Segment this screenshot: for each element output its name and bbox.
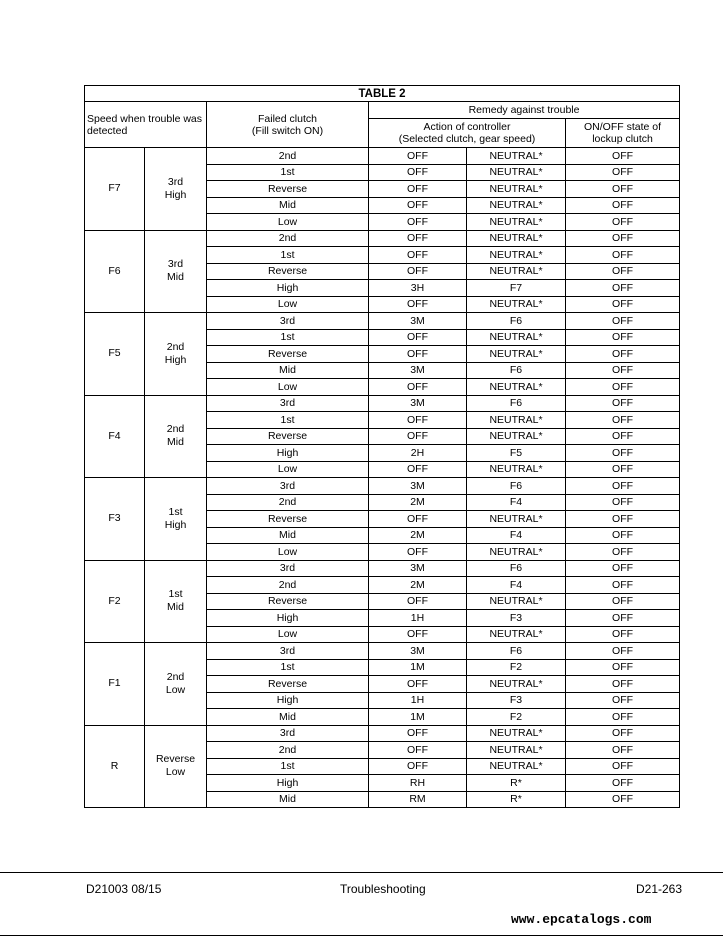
gear-speed-cell: F5: [467, 445, 566, 462]
gear-speed-cell: F3: [467, 692, 566, 709]
clutch-cell: OFF: [369, 296, 467, 313]
gear-range-line: 2nd: [166, 340, 185, 353]
failed-clutch-cell: 3rd: [207, 643, 369, 660]
gear-speed-cell: NEUTRAL*: [467, 461, 566, 478]
lockup-state-cell: OFF: [566, 329, 680, 346]
gear-speed-cell: F7: [467, 280, 566, 297]
clutch-cell: OFF: [369, 346, 467, 363]
lockup-state-cell: OFF: [566, 758, 680, 775]
gear-range-line: Mid: [167, 601, 184, 614]
clutch-cell: OFF: [369, 230, 467, 247]
table-row: [85, 478, 680, 495]
gear-range-cell: [145, 560, 207, 643]
gear-speed-cell: NEUTRAL*: [467, 148, 566, 165]
speed-cell: F7: [85, 148, 145, 231]
failed-clutch-cell: Reverse: [207, 593, 369, 610]
table-row: [85, 395, 680, 412]
lockup-state-cell: OFF: [566, 445, 680, 462]
failed-clutch-cell: 2nd: [207, 230, 369, 247]
gear-speed-cell: R*: [467, 791, 566, 808]
failed-clutch-cell: High: [207, 775, 369, 792]
clutch-cell: 3M: [369, 362, 467, 379]
failed-clutch-cell: Low: [207, 296, 369, 313]
failed-clutch-cell: 1st: [207, 412, 369, 429]
failed-clutch-cell: High: [207, 610, 369, 627]
clutch-cell: OFF: [369, 461, 467, 478]
lockup-state-cell: OFF: [566, 775, 680, 792]
gear-range-cell: [145, 148, 207, 231]
failed-clutch-cell: Reverse: [207, 263, 369, 280]
failed-clutch-cell: Low: [207, 379, 369, 396]
lockup-state-cell: OFF: [566, 577, 680, 594]
gear-range-cell: [145, 313, 207, 396]
watermark-url: www.epcatalogs.com: [511, 912, 652, 927]
lockup-state-cell: OFF: [566, 296, 680, 313]
clutch-cell: 1H: [369, 692, 467, 709]
lockup-state-cell: OFF: [566, 593, 680, 610]
clutch-cell: 1M: [369, 659, 467, 676]
clutch-cell: OFF: [369, 593, 467, 610]
gear-speed-cell: R*: [467, 775, 566, 792]
failed-clutch-cell: High: [207, 692, 369, 709]
gear-speed-cell: F4: [467, 527, 566, 544]
speed-cell: F1: [85, 643, 145, 726]
failed-clutch-cell: 1st: [207, 164, 369, 181]
gear-range-line: Mid: [167, 436, 184, 449]
failed-clutch-cell: Reverse: [207, 181, 369, 198]
clutch-cell: 2H: [369, 445, 467, 462]
lockup-state-cell: OFF: [566, 214, 680, 231]
failed-clutch-cell: 1st: [207, 758, 369, 775]
lockup-state-cell: OFF: [566, 164, 680, 181]
lockup-state-cell: OFF: [566, 280, 680, 297]
table-row: [85, 643, 680, 660]
lockup-state-cell: OFF: [566, 527, 680, 544]
gear-range-cell: [145, 478, 207, 561]
clutch-cell: 3M: [369, 313, 467, 330]
failed-clutch-cell: Reverse: [207, 346, 369, 363]
lockup-state-cell: OFF: [566, 197, 680, 214]
clutch-cell: 3M: [369, 395, 467, 412]
gear-speed-cell: NEUTRAL*: [467, 379, 566, 396]
lockup-state-cell: OFF: [566, 263, 680, 280]
lockup-state-cell: OFF: [566, 362, 680, 379]
gear-speed-cell: NEUTRAL*: [467, 758, 566, 775]
clutch-cell: OFF: [369, 428, 467, 445]
failed-clutch-cell: High: [207, 280, 369, 297]
lockup-state-cell: OFF: [566, 676, 680, 693]
gear-speed-cell: NEUTRAL*: [467, 164, 566, 181]
lockup-state-cell: OFF: [566, 511, 680, 528]
clutch-cell: OFF: [369, 379, 467, 396]
speed-cell: F5: [85, 313, 145, 396]
gear-speed-cell: NEUTRAL*: [467, 214, 566, 231]
lockup-state-cell: OFF: [566, 791, 680, 808]
lockup-state-cell: OFF: [566, 412, 680, 429]
lockup-state-cell: OFF: [566, 478, 680, 495]
table-row: [85, 725, 680, 742]
lockup-state-cell: OFF: [566, 428, 680, 445]
gear-speed-cell: NEUTRAL*: [467, 230, 566, 247]
failed-clutch-cell: 1st: [207, 247, 369, 264]
lockup-state-cell: OFF: [566, 148, 680, 165]
failed-clutch-cell: 1st: [207, 659, 369, 676]
gear-speed-cell: NEUTRAL*: [467, 593, 566, 610]
speed-cell: F2: [85, 560, 145, 643]
gear-speed-cell: NEUTRAL*: [467, 626, 566, 643]
gear-speed-cell: NEUTRAL*: [467, 676, 566, 693]
failed-clutch-cell: Reverse: [207, 511, 369, 528]
gear-speed-cell: F4: [467, 494, 566, 511]
gear-speed-cell: NEUTRAL*: [467, 247, 566, 264]
gear-range-line: Low: [165, 683, 186, 696]
failed-clutch-cell: Reverse: [207, 428, 369, 445]
lockup-state-cell: OFF: [566, 247, 680, 264]
clutch-cell: OFF: [369, 263, 467, 280]
table-row: [85, 230, 680, 247]
gear-range-line: 1st: [168, 505, 183, 518]
clutch-cell: 3H: [369, 280, 467, 297]
lockup-state-cell: OFF: [566, 643, 680, 660]
gear-speed-cell: NEUTRAL*: [467, 544, 566, 561]
gear-range-cell: [145, 643, 207, 726]
failed-clutch-cell: 3rd: [207, 725, 369, 742]
gear-speed-cell: NEUTRAL*: [467, 742, 566, 759]
gear-speed-cell: F6: [467, 560, 566, 577]
table-2: [84, 85, 680, 808]
bottom-rule: [0, 935, 723, 936]
lockup-state-cell: OFF: [566, 560, 680, 577]
gear-speed-cell: NEUTRAL*: [467, 725, 566, 742]
failed-clutch-cell: 1st: [207, 329, 369, 346]
lockup-state-cell: OFF: [566, 692, 680, 709]
table-row: [85, 560, 680, 577]
footer-rule: [0, 872, 723, 873]
gear-speed-cell: NEUTRAL*: [467, 346, 566, 363]
gear-range-cell: [145, 725, 207, 808]
speed-cell: F4: [85, 395, 145, 478]
clutch-cell: OFF: [369, 148, 467, 165]
speed-cell: R: [85, 725, 145, 808]
table-row: [85, 313, 680, 330]
failed-clutch-cell: Reverse: [207, 676, 369, 693]
lockup-state-cell: OFF: [566, 230, 680, 247]
clutch-cell: OFF: [369, 725, 467, 742]
clutch-cell: OFF: [369, 197, 467, 214]
gear-range-line: 2nd: [166, 423, 185, 436]
footer-section: Troubleshooting: [340, 882, 426, 896]
gear-range-line: 2nd: [166, 670, 185, 683]
gear-range-line: 3rd: [167, 175, 184, 188]
gear-range-line: High: [164, 518, 187, 531]
gear-range-line: 1st: [168, 588, 183, 601]
clutch-cell: OFF: [369, 676, 467, 693]
gear-range-line: High: [164, 353, 187, 366]
gear-speed-cell: F6: [467, 643, 566, 660]
header-action-of-controller: Action of controller (Selected clutch, gear speed): [369, 119, 566, 148]
lockup-state-cell: OFF: [566, 461, 680, 478]
clutch-cell: 3M: [369, 478, 467, 495]
clutch-cell: OFF: [369, 329, 467, 346]
failed-clutch-cell: 3rd: [207, 478, 369, 495]
clutch-cell: OFF: [369, 758, 467, 775]
gear-range-line: Mid: [167, 271, 184, 284]
failed-clutch-cell: 3rd: [207, 560, 369, 577]
table-body: [85, 148, 680, 808]
clutch-cell: 2M: [369, 494, 467, 511]
lockup-state-cell: OFF: [566, 313, 680, 330]
gear-range-cell: [145, 230, 207, 313]
clutch-cell: 2M: [369, 577, 467, 594]
lockup-state-cell: OFF: [566, 610, 680, 627]
failed-clutch-cell: Mid: [207, 197, 369, 214]
lockup-state-cell: OFF: [566, 494, 680, 511]
clutch-cell: 3M: [369, 560, 467, 577]
gear-range-line: High: [164, 188, 187, 201]
table-title: TABLE 2: [85, 86, 680, 102]
lockup-state-cell: OFF: [566, 395, 680, 412]
footer-page-number: D21-263: [636, 882, 683, 896]
lockup-state-cell: OFF: [566, 742, 680, 759]
clutch-cell: OFF: [369, 626, 467, 643]
failed-clutch-cell: Mid: [207, 709, 369, 726]
gear-speed-cell: NEUTRAL*: [467, 428, 566, 445]
lockup-state-cell: OFF: [566, 725, 680, 742]
gear-speed-cell: F6: [467, 313, 566, 330]
gear-speed-cell: NEUTRAL*: [467, 263, 566, 280]
header-lockup-state: ON/OFF state of lockup clutch: [566, 119, 680, 148]
gear-speed-cell: NEUTRAL*: [467, 511, 566, 528]
header-failed-clutch: Failed clutch (Fill switch ON): [207, 102, 369, 148]
gear-speed-cell: NEUTRAL*: [467, 181, 566, 198]
gear-speed-cell: F6: [467, 478, 566, 495]
lockup-state-cell: OFF: [566, 626, 680, 643]
header-remedy: Remedy against trouble: [369, 102, 680, 119]
gear-speed-cell: F4: [467, 577, 566, 594]
clutch-cell: RH: [369, 775, 467, 792]
clutch-cell: OFF: [369, 247, 467, 264]
footer-doc-code: D21003 08/15: [86, 882, 162, 896]
lockup-state-cell: OFF: [566, 379, 680, 396]
lockup-state-cell: OFF: [566, 346, 680, 363]
failed-clutch-cell: Mid: [207, 362, 369, 379]
clutch-cell: OFF: [369, 544, 467, 561]
clutch-cell: 1H: [369, 610, 467, 627]
failed-clutch-cell: High: [207, 445, 369, 462]
failed-clutch-cell: 2nd: [207, 577, 369, 594]
gear-range-line: Low: [165, 766, 186, 779]
gear-speed-cell: F6: [467, 362, 566, 379]
failed-clutch-cell: Low: [207, 461, 369, 478]
gear-speed-cell: F2: [467, 659, 566, 676]
gear-speed-cell: F2: [467, 709, 566, 726]
failed-clutch-cell: Low: [207, 626, 369, 643]
clutch-cell: OFF: [369, 214, 467, 231]
failed-clutch-cell: 2nd: [207, 742, 369, 759]
header-speed: Speed when trouble was detected: [85, 102, 207, 148]
lockup-state-cell: OFF: [566, 659, 680, 676]
failed-clutch-cell: 2nd: [207, 148, 369, 165]
clutch-cell: OFF: [369, 164, 467, 181]
lockup-state-cell: OFF: [566, 181, 680, 198]
gear-range-cell: [145, 395, 207, 478]
clutch-cell: OFF: [369, 742, 467, 759]
failed-clutch-cell: 3rd: [207, 395, 369, 412]
clutch-cell: RM: [369, 791, 467, 808]
table-row: [85, 148, 680, 165]
gear-speed-cell: NEUTRAL*: [467, 412, 566, 429]
clutch-cell: OFF: [369, 412, 467, 429]
lockup-state-cell: OFF: [566, 544, 680, 561]
gear-speed-cell: F3: [467, 610, 566, 627]
gear-range-line: Reverse: [155, 753, 196, 766]
gear-speed-cell: NEUTRAL*: [467, 329, 566, 346]
clutch-cell: OFF: [369, 181, 467, 198]
gear-speed-cell: NEUTRAL*: [467, 296, 566, 313]
clutch-cell: OFF: [369, 511, 467, 528]
failed-clutch-cell: Mid: [207, 791, 369, 808]
failed-clutch-cell: Low: [207, 544, 369, 561]
clutch-cell: 1M: [369, 709, 467, 726]
failed-clutch-cell: 3rd: [207, 313, 369, 330]
clutch-cell: 3M: [369, 643, 467, 660]
failed-clutch-cell: Low: [207, 214, 369, 231]
failed-clutch-cell: 2nd: [207, 494, 369, 511]
gear-speed-cell: F6: [467, 395, 566, 412]
failed-clutch-cell: Mid: [207, 527, 369, 544]
gear-range-line: 3rd: [167, 258, 184, 271]
speed-cell: F6: [85, 230, 145, 313]
gear-speed-cell: NEUTRAL*: [467, 197, 566, 214]
clutch-cell: 2M: [369, 527, 467, 544]
lockup-state-cell: OFF: [566, 709, 680, 726]
speed-cell: F3: [85, 478, 145, 561]
